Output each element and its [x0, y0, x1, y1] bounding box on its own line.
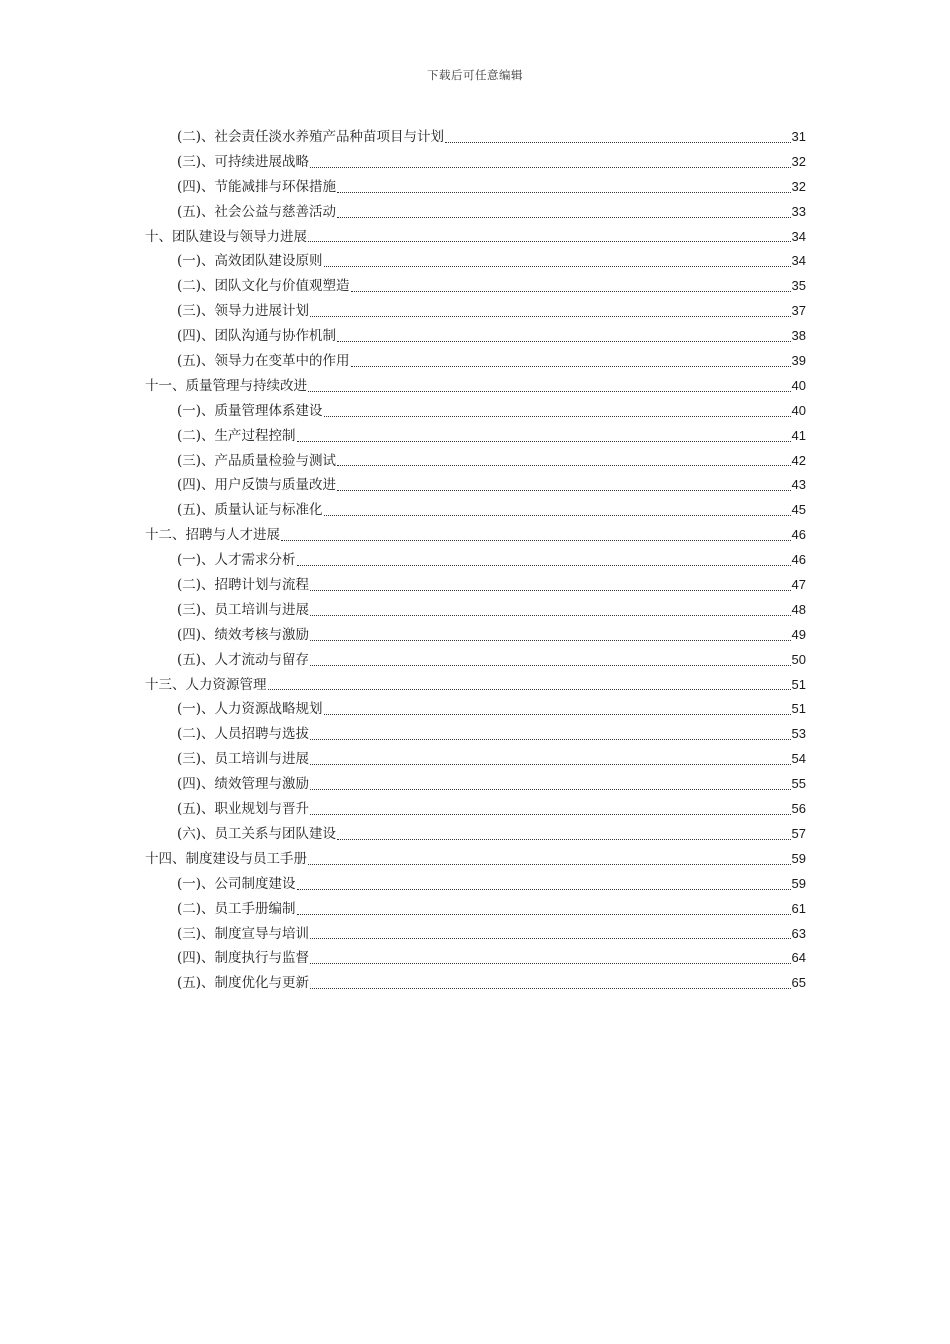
toc-entry-page-number: 47: [791, 577, 806, 593]
toc-entry[interactable]: [145, 573, 806, 598]
toc-entry-page-number: 40: [791, 402, 806, 418]
toc-entry-label: (二)、生产过程控制: [177, 427, 296, 444]
toc-dot-leader: [324, 415, 791, 417]
toc-entry-label: (三)、制度宣导与培训: [177, 925, 310, 942]
toc-entry[interactable]: [145, 623, 806, 648]
toc-entry-label: (五)、社会公益与慈善活动: [177, 203, 337, 220]
toc-entry-label: 十、团队建设与领导力进展: [145, 228, 307, 245]
toc-entry[interactable]: [145, 822, 806, 847]
toc-entry-page-number: 54: [791, 751, 806, 767]
toc-entry-label: (三)、员工培训与进展: [177, 751, 310, 768]
toc-entry[interactable]: [145, 175, 806, 200]
toc-entry-label: 十二、招聘与人才进展: [145, 527, 280, 544]
toc-entry-page-number: 65: [791, 975, 806, 991]
toc-entry-page-number: 46: [791, 552, 806, 568]
toc-entry-label: (四)、节能减排与环保措施: [177, 178, 337, 195]
toc-entry[interactable]: [145, 697, 806, 722]
toc-entry-page-number: 51: [791, 676, 806, 692]
toc-entry-page-number: 35: [791, 278, 806, 294]
toc-dot-leader: [324, 713, 791, 715]
toc-dot-leader: [310, 166, 790, 168]
toc-entry-label: (四)、团队沟通与协作机制: [177, 328, 337, 345]
toc-dot-leader: [297, 564, 791, 566]
toc-entry[interactable]: [145, 374, 806, 399]
toc-dot-leader: [297, 913, 791, 915]
toc-entry-label: (二)、社会责任淡水养殖产品种苗项目与计划: [177, 129, 445, 145]
toc-entry-label: (一)、高效团队建设原则: [177, 253, 323, 270]
toc-entry[interactable]: [145, 922, 806, 947]
toc-entry-label: (一)、公司制度建设: [177, 875, 296, 892]
toc-entry-page-number: 40: [791, 377, 806, 393]
toc-entry-label: (三)、可持续进展战略: [177, 153, 310, 170]
toc-dot-leader: [310, 763, 790, 765]
toc-entry[interactable]: [145, 274, 806, 299]
toc-entry[interactable]: [145, 523, 806, 548]
toc-entry[interactable]: [145, 971, 806, 996]
toc-dot-leader: [310, 664, 790, 666]
toc-entry[interactable]: [145, 125, 806, 150]
toc-entry[interactable]: [145, 249, 806, 274]
toc-entry-label: (二)、人员招聘与选拔: [177, 726, 310, 743]
toc-dot-leader: [310, 788, 790, 790]
toc-entry-page-number: 49: [791, 626, 806, 642]
toc-dot-leader: [308, 390, 791, 392]
toc-dot-leader: [297, 440, 791, 442]
toc-dot-leader: [297, 888, 791, 890]
toc-entry[interactable]: [145, 797, 806, 822]
toc-entry-label: (一)、人力资源战略规划: [177, 701, 323, 718]
toc-dot-leader: [337, 489, 790, 491]
toc-entry[interactable]: [145, 847, 806, 872]
toc-dot-leader: [337, 464, 790, 466]
toc-dot-leader: [310, 639, 790, 641]
toc-dot-leader: [308, 240, 791, 242]
toc-dot-leader: [310, 937, 790, 939]
toc-dot-leader: [337, 216, 790, 218]
toc-dot-leader: [310, 738, 790, 740]
toc-entry[interactable]: [145, 722, 806, 747]
toc-dot-leader: [310, 962, 790, 964]
toc-dot-leader: [445, 141, 790, 143]
toc-entry[interactable]: [145, 424, 806, 449]
toc-entry[interactable]: [145, 324, 806, 349]
toc-entry-label: (五)、制度优化与更新: [177, 975, 310, 992]
toc-dot-leader: [281, 539, 791, 541]
toc-dot-leader: [337, 191, 790, 193]
toc-entry-label: (五)、质量认证与标准化: [177, 502, 323, 519]
toc-entry[interactable]: [145, 548, 806, 573]
page-header: 下载后可任意编辑: [427, 68, 523, 82]
toc-entry[interactable]: [145, 772, 806, 797]
toc-entry-label: (二)、员工手册编制: [177, 900, 296, 917]
toc-entry-label: (四)、制度执行与监督: [177, 950, 310, 967]
toc-entry-page-number: 32: [791, 178, 806, 194]
toc-entry[interactable]: [145, 200, 806, 225]
toc-entry-label: (五)、人才流动与留存: [177, 651, 310, 668]
toc-entry[interactable]: [145, 747, 806, 772]
toc-entry[interactable]: [145, 872, 806, 897]
toc-entry-page-number: 59: [791, 850, 806, 866]
toc-dot-leader: [324, 265, 791, 267]
toc-entry[interactable]: [145, 598, 806, 623]
toc-dot-leader: [310, 315, 790, 317]
toc-entry[interactable]: [145, 673, 806, 698]
toc-entry-label: (二)、招聘计划与流程: [177, 577, 310, 594]
toc-entry[interactable]: [145, 498, 806, 523]
toc-entry-page-number: 46: [791, 527, 806, 543]
toc-entry-label: (四)、绩效考核与激励: [177, 626, 310, 643]
toc-entry[interactable]: [145, 897, 806, 922]
toc-dot-leader: [351, 365, 791, 367]
toc-entry[interactable]: [145, 299, 806, 324]
toc-entry-page-number: 34: [791, 228, 806, 244]
toc-entry-label: 十一、质量管理与持续改进: [145, 377, 307, 394]
toc-entry[interactable]: [145, 150, 806, 175]
toc-entry[interactable]: [145, 648, 806, 673]
toc-entry-page-number: 37: [791, 303, 806, 319]
toc-entry-page-number: 53: [791, 726, 806, 742]
toc-entry-page-number: 51: [791, 701, 806, 717]
toc-entry[interactable]: [145, 946, 806, 971]
toc-entry-label: (三)、领导力进展计划: [177, 303, 310, 320]
toc-entry-page-number: 64: [791, 950, 806, 966]
toc-entry-page-number: 43: [791, 477, 806, 493]
toc-entry-label: 十四、制度建设与员工手册: [145, 850, 307, 867]
toc-entry-page-number: 38: [791, 328, 806, 344]
toc-entry-page-number: 34: [791, 253, 806, 269]
toc-entry-page-number: 31: [791, 129, 806, 144]
toc-dot-leader: [337, 340, 790, 342]
toc-entry-page-number: 61: [791, 900, 806, 916]
toc-entry-label: (五)、职业规划与晋升: [177, 801, 310, 818]
toc-entry-page-number: 42: [791, 452, 806, 468]
toc-entry-label: (二)、团队文化与价值观塑造: [177, 278, 350, 295]
toc-dot-leader: [310, 987, 790, 989]
toc-entry-page-number: 33: [791, 203, 806, 219]
toc-entry[interactable]: [145, 225, 806, 250]
table-of-contents: [145, 125, 806, 996]
toc-entry-label: (一)、质量管理体系建设: [177, 402, 323, 419]
toc-entry-label: (四)、绩效管理与激励: [177, 776, 310, 793]
toc-entry-page-number: 57: [791, 825, 806, 841]
toc-entry-page-number: 45: [791, 502, 806, 518]
toc-dot-leader: [310, 813, 790, 815]
toc-entry-label: (三)、产品质量检验与测试: [177, 452, 337, 469]
toc-entry-label: (五)、领导力在变革中的作用: [177, 353, 350, 370]
toc-entry-label: (六)、员工关系与团队建设: [177, 825, 337, 842]
toc-dot-leader: [268, 688, 791, 690]
toc-dot-leader: [310, 589, 790, 591]
toc-entry-page-number: 32: [791, 153, 806, 169]
toc-entry-page-number: 56: [791, 801, 806, 817]
toc-entry-label: 十三、人力资源管理: [145, 676, 267, 693]
toc-entry[interactable]: [145, 399, 806, 424]
toc-dot-leader: [337, 838, 790, 840]
toc-entry[interactable]: [145, 473, 806, 498]
toc-dot-leader: [324, 514, 791, 516]
toc-entry-page-number: 55: [791, 776, 806, 792]
toc-entry-page-number: 41: [791, 427, 806, 443]
toc-entry-page-number: 50: [791, 651, 806, 667]
toc-entry-page-number: 63: [791, 925, 806, 941]
toc-entry-page-number: 59: [791, 875, 806, 891]
toc-entry[interactable]: [145, 349, 806, 374]
toc-entry[interactable]: [145, 449, 806, 474]
toc-entry-page-number: 39: [791, 353, 806, 369]
toc-dot-leader: [351, 290, 791, 292]
toc-entry-label: (一)、人才需求分析: [177, 552, 296, 569]
toc-entry-label: (四)、用户反馈与质量改进: [177, 477, 337, 494]
toc-entry-label: (三)、员工培训与进展: [177, 601, 310, 618]
toc-entry-page-number: 48: [791, 601, 806, 617]
toc-dot-leader: [310, 614, 790, 616]
toc-dot-leader: [308, 863, 791, 865]
